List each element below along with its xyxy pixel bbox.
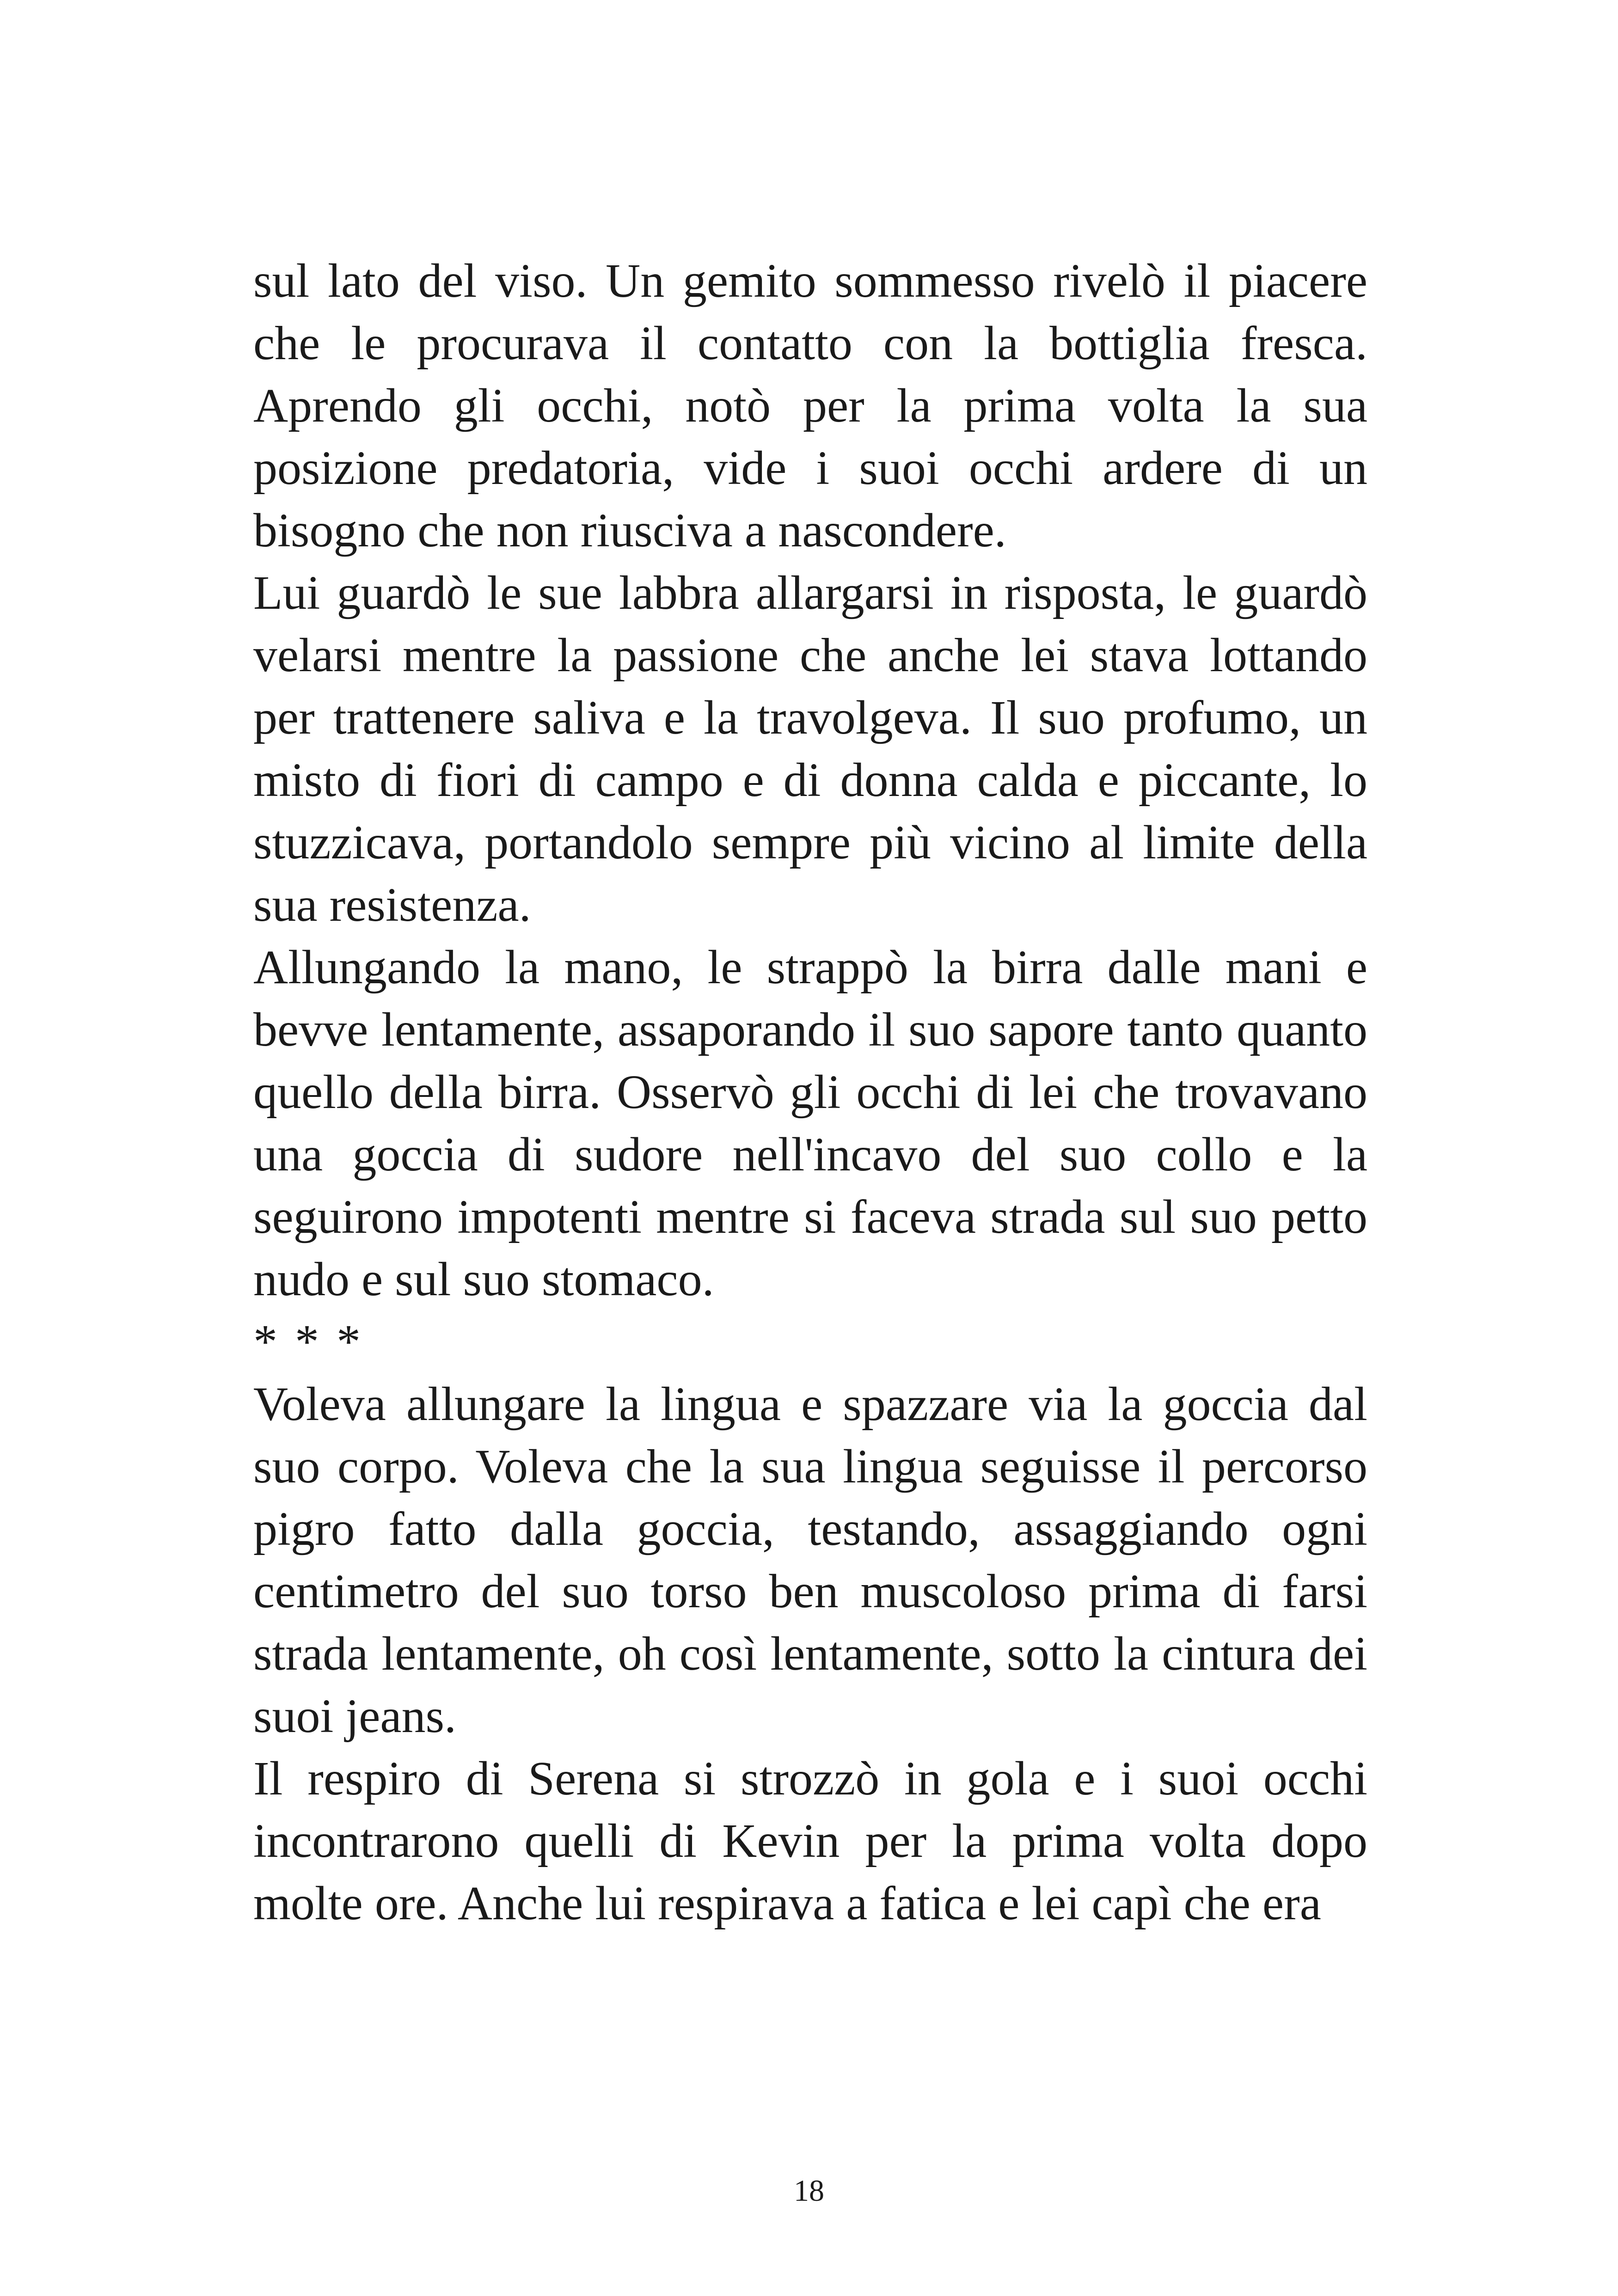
paragraph: Voleva allungare la lingua e spazzare via la goccia dal suo corpo. Voleva che la sua lingua seguisse il percorso pigro fatto dalla goccia, testando, assaggiando ogni centimetro del suo torso ben muscoloso prima di farsi strada lentamente, oh così lentamente, sotto la cintura dei suoi jeans. — [253, 1378, 1367, 1743]
paragraph: Il respiro di Serena si strozzò in gola e i suoi occhi incontrarono quelli di Kevin per la prima volta dopo molte ore. Anche lui respirava a fatica e lei capì che era — [253, 1752, 1367, 1930]
scene-break: * * * — [253, 1315, 363, 1368]
body-text — [253, 250, 1367, 1935]
paragraph: sul lato del viso. Un gemito sommesso rivelò il piacere che le procurava il contatto con la bottiglia fresca. Aprendo gli occhi, notò per la prima volta la sua posizione predatoria, vide i suoi occhi ardere di un bisogno che non riusciva a nascondere. — [253, 254, 1367, 557]
page-number: 18 — [794, 2174, 824, 2208]
paragraph: Allungando la mano, le strappò la birra dalle mani e bevve lentamente, assaporando il suo sapore tanto quanto quello della birra. Osservò gli occhi di lei che trovavano una goccia di sudore nell'incavo del suo collo e la seguirono impotenti mentre si faceva strada sul suo petto nudo e sul suo stomaco. — [253, 941, 1367, 1306]
paragraph: Lui guardò le sue labbra allargarsi in risposta, le guardò velarsi mentre la passione che anche lei stava lottando per trattenere saliva e la travolgeva. Il suo profumo, un misto di fiori di campo e di donna calda e piccante, lo stuzzicava, portandolo sempre più vicino al limite della sua resistenza. — [253, 566, 1367, 931]
